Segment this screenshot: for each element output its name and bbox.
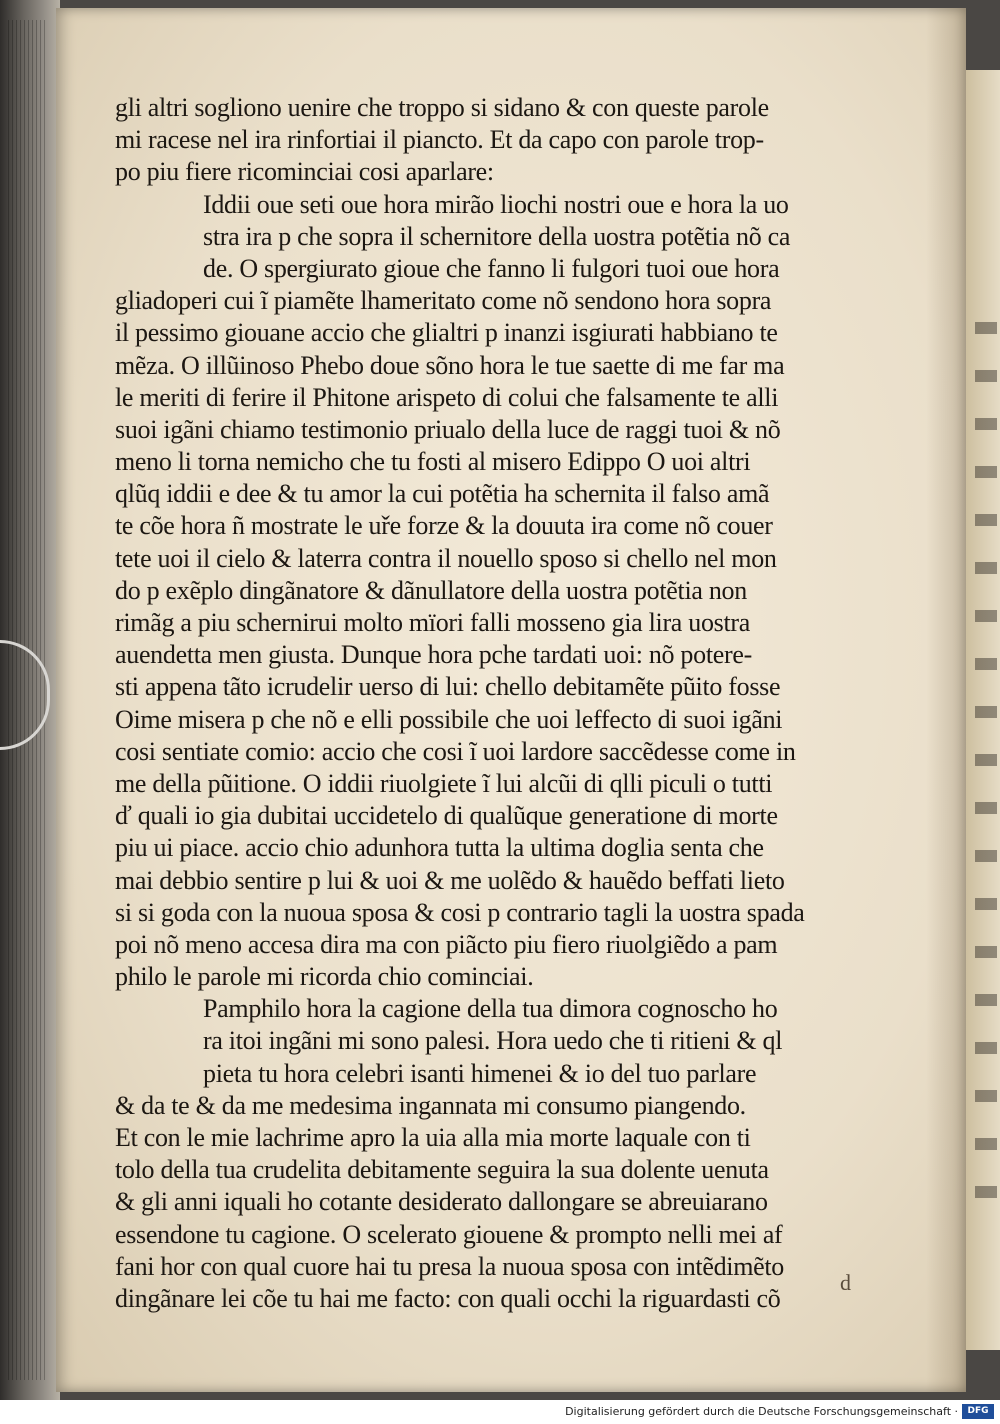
text-line: mi racese nel ira rinfortiai il piancto. Et da capo con parole trop- xyxy=(115,125,764,155)
text-line: piu ui piace. accio chio adunhora tutta la ultima doglia senta che xyxy=(115,833,764,863)
text-line: Pamphilo hora la cagione della tua dimora cognoscho ho xyxy=(203,994,778,1024)
facing-page-print-marks xyxy=(975,300,997,1200)
text-line: & da te & da me medesima ingannata mi consumo piangendo. xyxy=(115,1090,746,1120)
page-fold-shadow xyxy=(926,8,966,1392)
footer xyxy=(0,1400,1000,1424)
text-line: rimãg a piu schernirui molto mïori falli mosseno gia lira uostra xyxy=(115,608,750,637)
text-line: Oime misera p che nõ e elli possibile che uoi leffecto di suoi igãni xyxy=(115,704,783,734)
dfg-logo: DFG xyxy=(962,1404,994,1419)
text-line: stra ira p che sopra il schernitore della uostra potẽtia nõ ca xyxy=(203,221,791,251)
text-line: tete uoi il cielo & laterra contra il nouello sposo si chello nel mon xyxy=(115,543,777,573)
text-line: qlũq iddii e dee & tu amor la cui potẽtia ha schernita il falso amã xyxy=(115,479,770,509)
text-line: sti appena tãto icrudelir uerso di lui: chello debitamẽte pũito fosse xyxy=(115,672,781,702)
text-line: ra itoi ingãni mi sono palesi. Hora uedo che ti ritieni & ql xyxy=(203,1026,783,1056)
text-line: Iddii oue seti oue hora mirão liochi nostri oue e hora la uo xyxy=(203,189,789,219)
text-line: si si goda con la nuoua sposa & cosi p contrario tagli la uostra spada xyxy=(115,897,805,927)
text-line: cosi sentiate comio: accio che cosi ĩ uoi lardore saccẽdesse come in xyxy=(115,736,796,766)
text-line: le meriti di ferire il Phitone arispeto di colui che falsamente te alli xyxy=(115,382,779,412)
text-line: me della pũitione. O iddii riuolgiete ĩ lui alcũi di qlli piculi o tutti xyxy=(115,768,773,798)
signature-mark: d xyxy=(840,1270,851,1295)
text-line: mai debbio sentire p lui & uoi & me uolẽdo & hauẽdo beffati lieto xyxy=(115,865,785,895)
text-line: de. O spergiurato gioue che fanno li fulgori tuoi oue hora xyxy=(203,253,780,283)
text-line: tolo della tua crudelita debitamente seguira la sua dolente uenuta xyxy=(115,1155,769,1185)
funding-notice: Digitalisierung gefördert durch die Deutsche Forschungsgemeinschaft · xyxy=(565,1405,958,1418)
text-line: suoi igãni chiamo testimonio priualo della luce de raggi tuoi & nõ xyxy=(115,414,781,444)
text-line: pieta tu hora celebri isanti himenei & io del tuo parlare xyxy=(203,1058,757,1088)
text-line: il pessimo giouane accio che glialtri p inanzi isgiurati habbiano te xyxy=(115,318,778,348)
text-line: mẽza. O illũinoso Phebo doue sõno hora le tue saette di me far ma xyxy=(115,350,785,380)
text-line: poi nõ meno accesa dira ma con piãcto piu fiero riuolgiẽdo a pam xyxy=(115,929,778,959)
page-text-block xyxy=(115,92,875,1315)
text-line: po piu fiere ricominciai cosi aparlare: xyxy=(115,157,494,187)
text-line: te cõe hora ñ mostrate le uře forze & la douuta ira come nõ couer xyxy=(115,511,773,541)
text-line: philo le parole mi ricorda chio cominciai. xyxy=(115,962,534,992)
text-line: fani hor con qual cuore hai tu presa la nuoua sposa con intẽdimẽto xyxy=(115,1251,784,1281)
text-line: Et con le mie lachrime apro la uia alla mia morte laquale con ti xyxy=(115,1123,751,1152)
text-line: essendone tu cagione. O scelerato giouene & prompto nelli mei af xyxy=(115,1219,783,1249)
text-line: dingãnare lei cõe tu hai me facto: con quali occhi la riguardasti cõ xyxy=(115,1283,781,1313)
text-line: gli altri sogliono uenire che troppo si sidano & con queste parole xyxy=(115,93,769,122)
text-line: do p exẽplo dingãnatore & dãnullatore della uostra potẽtia non xyxy=(115,575,747,605)
text-line: & gli anni iquali ho cotante desiderato dallongare se abreuiarano xyxy=(115,1187,768,1217)
text-line: ď quali io gia dubitai uccidetelo di qualũque generatione di morte xyxy=(115,801,778,831)
text-line: gliadoperi cui ĩ piamẽte lhameritato come nõ sendono hora sopra xyxy=(115,286,772,316)
text-line: auendetta men giusta. Dunque hora pche tardati uoi: nõ potere- xyxy=(115,640,752,670)
text-line: meno li torna nemicho che tu fosti al misero Edippo O uoi altri xyxy=(115,447,751,477)
